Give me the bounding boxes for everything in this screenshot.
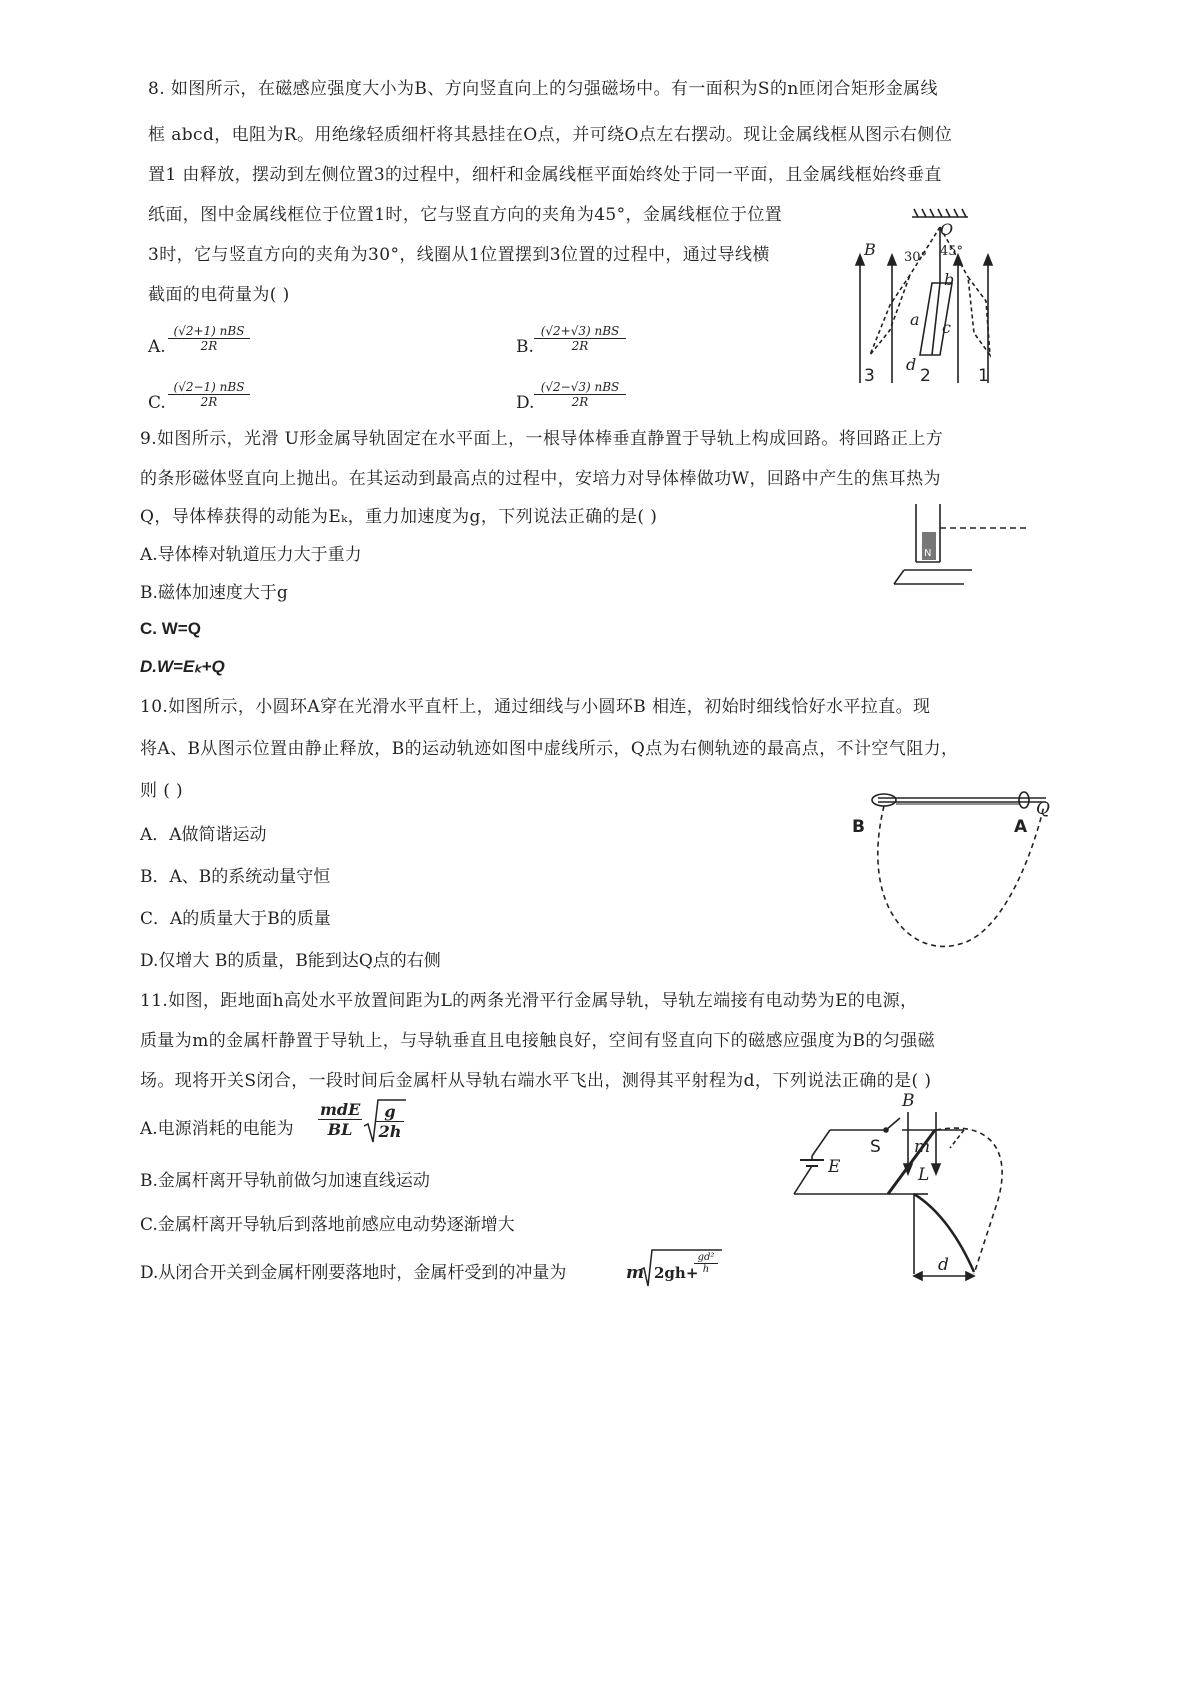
q8-line-1: 8. 如图所示，在磁感应强度大小为B、方向竖直向上的匀强磁场中。有一面积为S的n匝闭合矩形金属线	[148, 79, 938, 99]
q8-option-b-letter: B.	[516, 337, 534, 357]
q8-line-5: 3时，它与竖直方向的夹角为30°，线圈从1位置摆到3位置的过程中，通过导线横	[148, 245, 770, 265]
q11-option-d-frac-den: h	[702, 1264, 710, 1275]
q11-option-d-frac	[694, 1252, 718, 1275]
q8-fig-B-label: B	[864, 240, 876, 259]
q8-option-c-fraction	[168, 380, 250, 409]
q8-fig-pos1-label: 1	[978, 366, 989, 385]
q11-fig-S-label: S	[870, 1137, 881, 1157]
q11-line-1: 11.如图，距地面h高处水平放置间距为L的两条光滑平行金属导轨，导轨左端接有电动势为E的电源，	[140, 991, 918, 1011]
q8-fig-angle-left: 30°	[904, 250, 928, 265]
q8-fig-pos3-label: 3	[864, 366, 875, 385]
q11-option-c: C.金属杆离开导轨后到落地前感应电动势逐渐增大	[140, 1215, 515, 1235]
q11-fig-L-label: L	[918, 1165, 930, 1185]
q8-option-a-fraction	[168, 324, 250, 353]
q8-fig-O-label: O	[940, 220, 954, 239]
q10-fig-B-label: B	[852, 817, 865, 837]
q11-fig-m-label: m	[914, 1137, 931, 1157]
q10-figure	[850, 784, 1050, 954]
q11-option-a-frac-den: BL	[327, 1120, 353, 1139]
q10-fig-A-label: A	[1014, 817, 1028, 837]
q11-option-b: B.金属杆离开导轨前做匀加速直线运动	[140, 1171, 430, 1191]
q11-option-a-root-frac	[376, 1102, 404, 1141]
q9-option-b: B.磁体加速度大于g	[140, 583, 288, 603]
q8-option-c-num: (√2−1) nBS	[168, 380, 250, 395]
q11-option-a-frac	[318, 1100, 362, 1139]
q8-option-b-fraction	[534, 324, 626, 353]
q9-line-3: Q，导体棒获得的动能为Eₖ，重力加速度为g，下列说法正确的是( )	[140, 507, 658, 527]
q10-option-b: B．A、B的系统动量守恒	[140, 867, 331, 887]
q8-option-b-num: (√2+√3) nBS	[534, 324, 626, 339]
q8-option-b-den: 2R	[571, 339, 589, 353]
q10-option-c: C．A的质量大于B的质量	[140, 909, 331, 929]
q8-fig-d-label: d	[906, 355, 917, 374]
q8-fig-angle-right: 45°	[940, 244, 964, 259]
q8-option-c-letter: C.	[148, 393, 166, 413]
q11-line-2: 质量为m的金属杆静置于导轨上，与导轨垂直且电接触良好，空间有竖直向下的磁感应强度为B的匀强磁	[140, 1031, 936, 1051]
q8-option-d-den: 2R	[571, 395, 589, 409]
q8-figure	[840, 205, 1010, 385]
q8-line-4: 纸面，图中金属线框位于位置1时，它与竖直方向的夹角为45°，金属线框位于位置	[148, 205, 783, 225]
q10-option-a: A．A做简谐运动	[140, 825, 267, 845]
q11-option-d-prefix: D.从闭合开关到金属杆刚要落地时，金属杆受到的冲量为	[140, 1263, 567, 1283]
q11-option-d-root-text: 2gh+	[654, 1264, 699, 1282]
q8-fig-a-label: a	[910, 310, 920, 329]
q11-option-d-m: m	[626, 1263, 644, 1283]
q9-figure	[880, 500, 1040, 590]
q9-option-c: C. W=Q	[140, 619, 201, 638]
q9-option-d: D.W=Eₖ+Q	[140, 657, 225, 676]
q9-line-1: 9.如图所示，光滑 U形金属导轨固定在水平面上，一根导体棒垂直静置于导轨上构成回路。将回路正上方	[140, 429, 944, 449]
q9-option-a: A.导体棒对轨道压力大于重力	[140, 545, 362, 565]
q11-option-a-root-num: g	[376, 1102, 404, 1122]
q10-fig-Q-label: Q	[1036, 799, 1050, 819]
q11-line-3: 场。现将开关S闭合，一段时间后金属杆从导轨右端水平飞出，测得其平射程为d，下列说法正确的是( )	[140, 1071, 932, 1091]
q11-option-d-frac-num: gd²	[694, 1252, 718, 1264]
q11-figure	[790, 1090, 1030, 1300]
q10-option-d: D.仅增大 B的质量，B能到达Q点的右侧	[140, 951, 441, 971]
q8-line-2: 框 abcd，电阻为R。用绝缘轻质细杆将其悬挂在O点，并可绕O点左右摆动。现让金属线框从图示右侧位	[148, 125, 953, 145]
q9-line-2: 的条形磁体竖直向上抛出。在其运动到最高点的过程中，安培力对导体棒做功W，回路中产生的焦耳热为	[140, 469, 941, 489]
q11-fig-d-label: d	[938, 1255, 949, 1275]
q10-line-1: 10.如图所示，小圆环A穿在光滑水平直杆上，通过细线与小圆环B 相连，初始时细线恰好水平拉直。现	[140, 697, 931, 717]
q8-option-d-fraction	[534, 380, 626, 409]
q11-fig-E-label: E	[828, 1157, 841, 1177]
q8-option-c-den: 2R	[200, 395, 218, 409]
q8-option-d-letter: D.	[516, 393, 535, 413]
q9-magnet-label: N	[924, 548, 932, 559]
q11-fig-B-label: B	[902, 1091, 915, 1111]
q8-line-6: 截面的电荷量为( )	[148, 285, 290, 305]
q8-fig-pos2-label: 2	[920, 366, 931, 385]
q11-option-a-root-den: 2h	[378, 1122, 402, 1141]
q8-line-3: 置1 由释放，摆动到左侧位置3的过程中，细杆和金属线框平面始终处于同一平面，且金属线框始终垂直	[148, 165, 942, 185]
q8-option-a-den: 2R	[200, 339, 218, 353]
q8-option-a-letter: A.	[148, 337, 166, 357]
q11-option-a-prefix: A.电源消耗的电能为	[140, 1119, 294, 1139]
q10-line-3: 则 ( )	[140, 781, 184, 801]
q8-fig-c-label: c	[942, 318, 951, 337]
q11-option-a-frac-num: mdE	[320, 1100, 361, 1119]
q8-fig-b-label: b	[944, 270, 955, 289]
q8-option-a-num: (√2+1) nBS	[168, 324, 250, 339]
q8-option-d-num: (√2−√3) nBS	[534, 380, 626, 395]
q10-line-2: 将A、B从图示位置由静止释放，B的运动轨迹如图中虚线所示，Q点为右侧轨迹的最高点，不计空气阻力，	[140, 739, 959, 759]
